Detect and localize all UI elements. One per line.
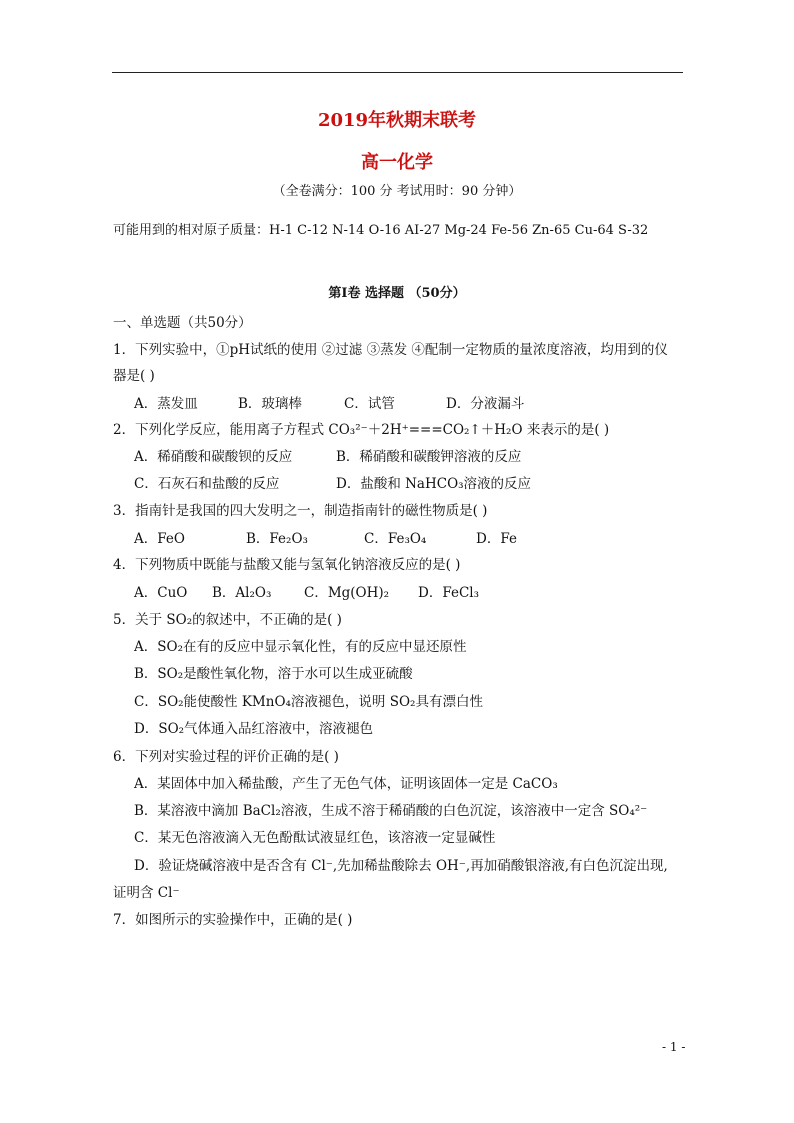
option: B．Al₂O₃	[212, 585, 272, 601]
question-5-option-a: A．SO₂在有的反应中显示氧化性，有的反应中显还原性	[134, 639, 467, 655]
question-2-options-row1	[0, 445, 794, 465]
option: C．石灰石和盐酸的反应	[134, 476, 280, 492]
question-6-option-d-cont: 证明含 Cl⁻	[113, 885, 180, 901]
option: C．Mg(OH)₂	[304, 585, 390, 601]
question-5-option-b: B．SO₂是酸性氧化物，溶于水可以生成亚硫酸	[134, 666, 413, 682]
question-6-stem: 6．下列对实验过程的评价正确的是( )	[113, 749, 339, 765]
question-1-options	[0, 392, 794, 412]
question-3-stem: 3．指南针是我国的四大发明之一，制造指南针的磁性物质是( )	[113, 503, 488, 519]
question-7-stem: 7．如图所示的实验操作中，正确的是( )	[113, 912, 353, 928]
option: C．Fe₃O₄	[364, 531, 427, 547]
option: A．CuO	[134, 585, 188, 601]
part-heading: 一、单选题（共50分）	[113, 315, 252, 331]
question-6-option-c: C．某无色溶液滴入无色酚酞试液显红色，该溶液一定显碱性	[134, 830, 496, 846]
exam-title: 2019年秋期末联考	[317, 110, 477, 131]
header-rule	[112, 72, 683, 73]
question-6-option-b: B．某溶液中滴加 BaCl₂溶液，生成不溶于稀硝酸的白色沉淀，该溶液中一定含 SO₄²⁻	[134, 803, 648, 819]
question-5-option-c: C．SO₂能使酸性 KMnO₄溶液褪色，说明 SO₂具有漂白性	[134, 694, 483, 710]
option: B．玻璃棒	[238, 396, 302, 412]
option: B．稀硝酸和碳酸钾溶液的反应	[336, 449, 522, 465]
question-3-options	[0, 527, 794, 547]
option: D．Fe	[476, 531, 517, 547]
question-4-stem: 4．下列物质中既能与盐酸又能与氢氧化钠溶液反应的是( )	[113, 557, 461, 573]
question-5-option-d: D．SO₂气体通入品红溶液中，溶液褪色	[134, 721, 374, 737]
option: A．FeO	[134, 531, 185, 547]
section-title: 第Ⅰ卷 选择题 （50分）	[328, 286, 466, 301]
question-2-stem: 2．下列化学反应，能用离子方程式 CO₃²⁻＋2H⁺===CO₂↑＋H₂O 来表示的是( )	[113, 422, 610, 438]
option: B．Fe₂O₃	[246, 531, 308, 547]
page-number: - 1 -	[662, 1040, 686, 1054]
option: D．分液漏斗	[446, 396, 525, 412]
option: D．盐酸和 NaHCO₃溶液的反应	[336, 476, 532, 492]
atomic-masses: 可能用到的相对原子质量：H-1 C-12 N-14 O-16 AI-27 Mg-24 Fe-56 Zn-65 Cu-64 S-32	[113, 223, 649, 238]
question-5-stem: 5．关于 SO₂的叙述中，不正确的是( )	[113, 612, 342, 628]
question-6-option-d: D．验证烧碱溶液中是否含有 Cl⁻,先加稀盐酸除去 OH⁻,再加硝酸银溶液,有白色沉淀出现,	[134, 858, 668, 874]
option: A．稀硝酸和碳酸钡的反应	[134, 449, 293, 465]
question-2-options-row2	[0, 472, 794, 492]
question-1-stem: 1．下列实验中，①pH试纸的使用 ②过滤 ③蒸发 ④配制一定物质的量浓度溶液，均用到的仪	[113, 342, 668, 358]
option: C．试管	[344, 396, 395, 412]
exam-info: （全卷满分：100 分 考试用时：90 分钟）	[272, 184, 522, 199]
option: A．蒸发皿	[134, 396, 198, 412]
option: D．FeCl₃	[418, 585, 480, 601]
question-1-stem-cont: 器是( )	[113, 368, 155, 384]
question-4-options	[0, 581, 794, 601]
question-6-option-a: A．某固体中加入稀盐酸，产生了无色气体，证明该固体一定是 CaCO₃	[134, 776, 558, 792]
subject-title: 高一化学	[361, 152, 433, 173]
